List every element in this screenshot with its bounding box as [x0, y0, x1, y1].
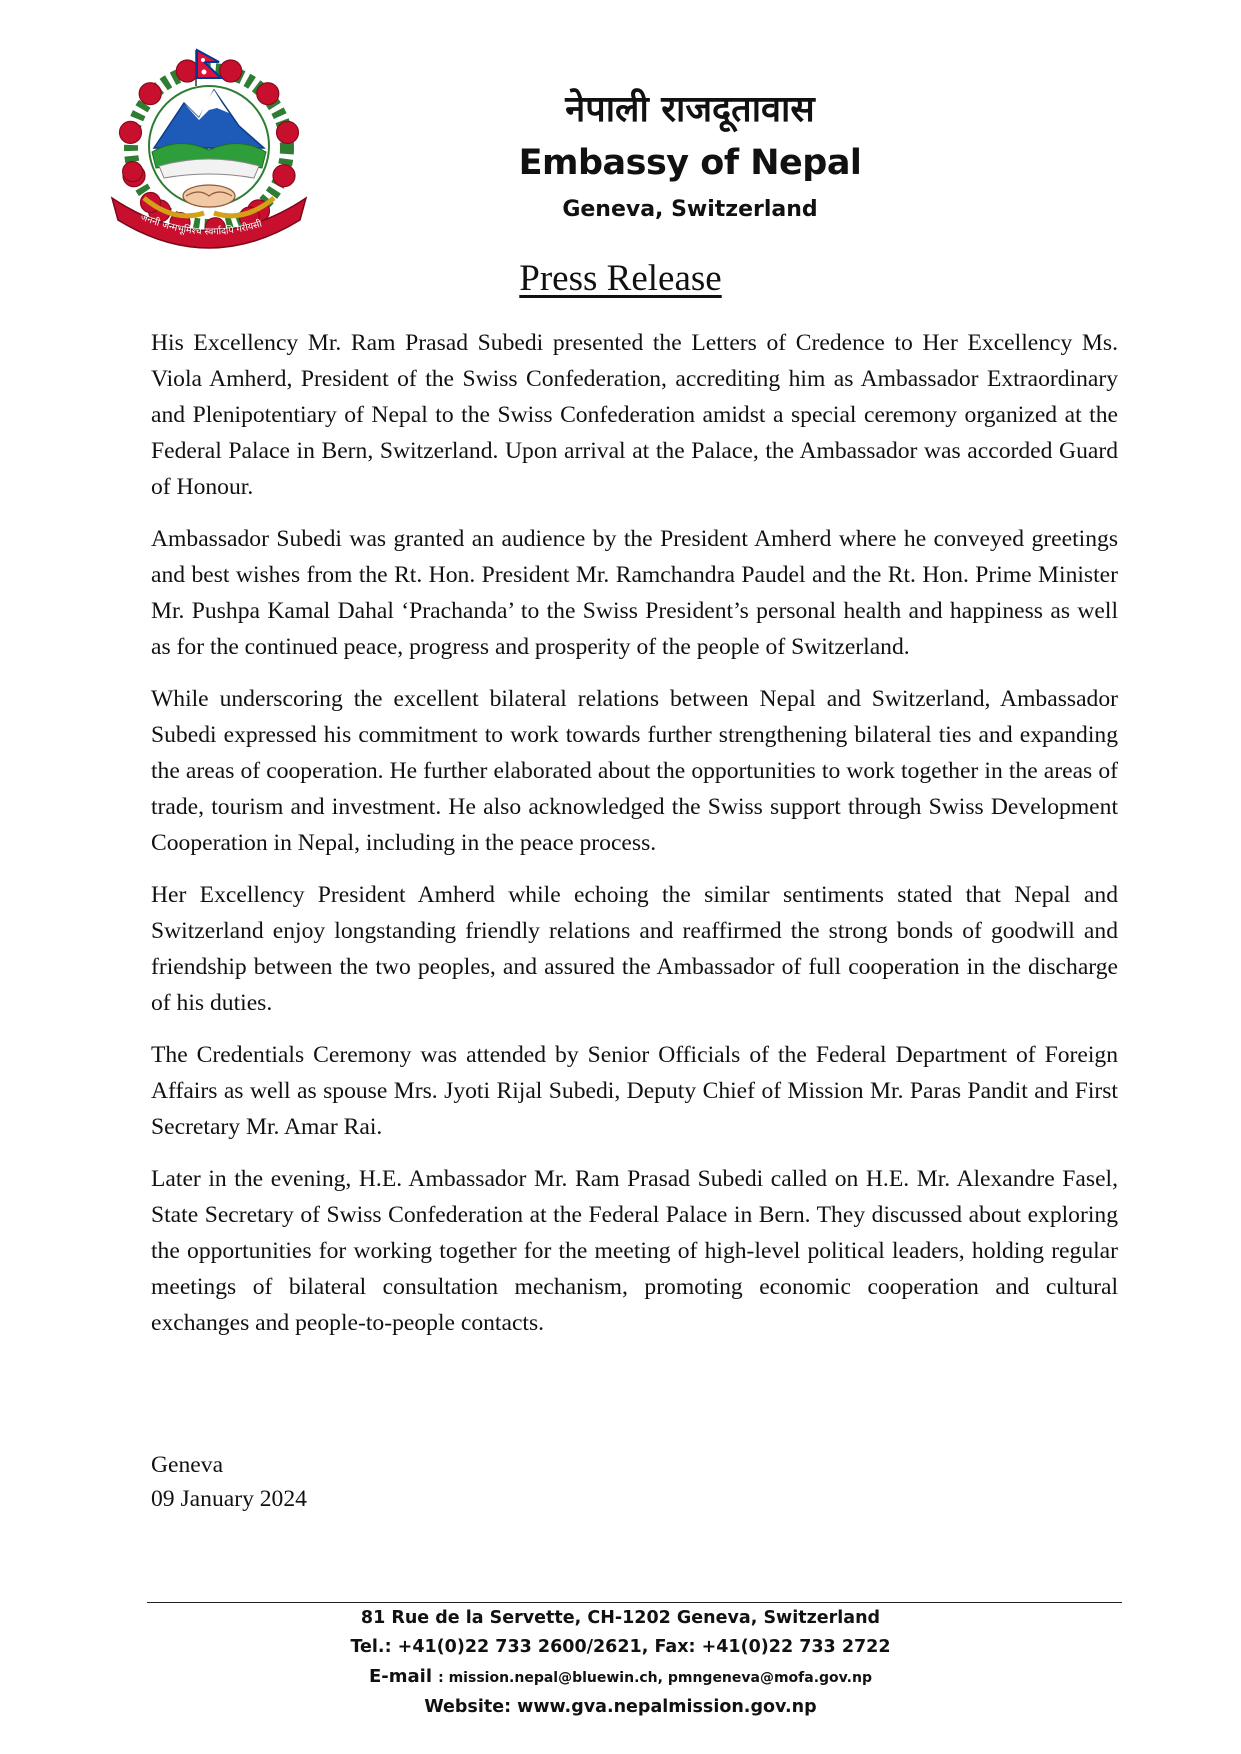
document-title: Press Release: [519, 258, 722, 299]
footer-phone-fax: Tel.: +41(0)22 733 2600/2621, Fax: +41(0)22 733 2722: [350, 1637, 891, 1657]
press-release-body: [151, 325, 1118, 1357]
footer-divider: [147, 1602, 1122, 1603]
rhododendron-flower: [139, 83, 161, 105]
footer-address: 81 Rue de la Servette, CH-1202 Geneva, Switzerland: [360, 1608, 881, 1628]
footer-website: Website: www.gva.nepalmission.gov.np: [424, 1697, 817, 1717]
paragraph-5: The Credentials Ceremony was attended by Senior Officials of the Federal Department of Foreign Affairs as well as spouse Mrs. Jyoti Rijal Subedi, Deputy Chief of Mission Mr. Paras Pandit and First Secretary Mr. Amar Rai.: [151, 1042, 1118, 1140]
nepal-coat-of-arms-icon: [104, 48, 314, 258]
paragraph-1: His Excellency Mr. Ram Prasad Subedi presented the Letters of Credence to Her Excellency Ms. Viola Amherd, President of the Swiss Confederation, accrediting him as Ambassador Extraordinary and Plenipotentiary of Nepal to the Swiss Confederation amidst a special ceremony organized at the Federal Palace in Bern, Switzerland. Upon arrival at the Palace, the Ambassador was accorded Guard of Honour.: [151, 330, 1118, 500]
rhododendron-flower: [176, 60, 198, 82]
email-label: E-mail: [369, 1666, 433, 1687]
rhododendron-flower: [277, 121, 299, 143]
rhododendron-flower: [257, 83, 279, 105]
paragraph-3: While underscoring the excellent bilateral relations between Nepal and Switzerland, Ambassador Subedi expressed his commitment to work towards further strengthening bilateral ties and expanding the areas of cooperation. He further elaborated about the opportunities to work together in the areas of trade, tourism and investment. He also acknowledged the Swiss support through Swiss Development Cooperation in Nepal, including in the peace process.: [151, 686, 1118, 856]
rhododendron-flower: [120, 121, 142, 143]
date-line: 09 January 2024: [151, 1486, 307, 1512]
email-addresses: : mission.nepal@bluewin.ch, pmngeneva@mofa.gov.np: [438, 1670, 872, 1686]
paragraph-2: Ambassador Subedi was granted an audience by the President Amherd where he conveyed greetings and best wishes from the Rt. Hon. President Mr. Ramchandra Paudel and the Rt. Hon. Prime Minister Mr. Pushpa Kamal Dahal ‘Prachanda’ to the Swiss President’s personal health and happiness as well as for the continued peace, progress and prosperity of the people of Switzerland.: [151, 526, 1118, 660]
rhododendron-flower: [273, 165, 295, 187]
paragraph-4: Her Excellency President Amherd while echoing the similar sentiments stated that Nepal and Switzerland enjoy longstanding friendly relations and reaffirmed the strong bonds of goodwill and friendship between the two peoples, and assured the Ambassador of full cooperation in the discharge of his duties.: [151, 882, 1118, 1016]
embassy-title-nepali: नेपाली राजदूतावास: [565, 89, 815, 130]
embassy-title-english: Embassy of Nepal: [518, 143, 862, 183]
closing-block: [151, 1448, 307, 1516]
footer: [0, 1604, 1241, 1722]
embassy-location: Geneva, Switzerland: [562, 197, 818, 222]
handshake-icon: [183, 185, 235, 207]
footer-email-line: [0, 1662, 1241, 1693]
emblem-motto: जननी जन्मभूमिश्च स्वर्गादपि गरीयसी: [138, 211, 264, 238]
place-line: Geneva: [151, 1452, 224, 1478]
paragraph-6: Later in the evening, H.E. Ambassador Mr. Ram Prasad Subedi called on H.E. Mr. Alexandre Fasel, State Secretary of Swiss Confederation at the Federal Palace in Bern. They discussed about exploring the opportunities for working together for the meeting of high-level political leaders, holding regular meetings of bilateral consultation mechanism, promoting economic cooperation and cultural exchanges and people-to-people contacts.: [151, 1166, 1118, 1336]
rhododendron-flower: [123, 162, 143, 182]
